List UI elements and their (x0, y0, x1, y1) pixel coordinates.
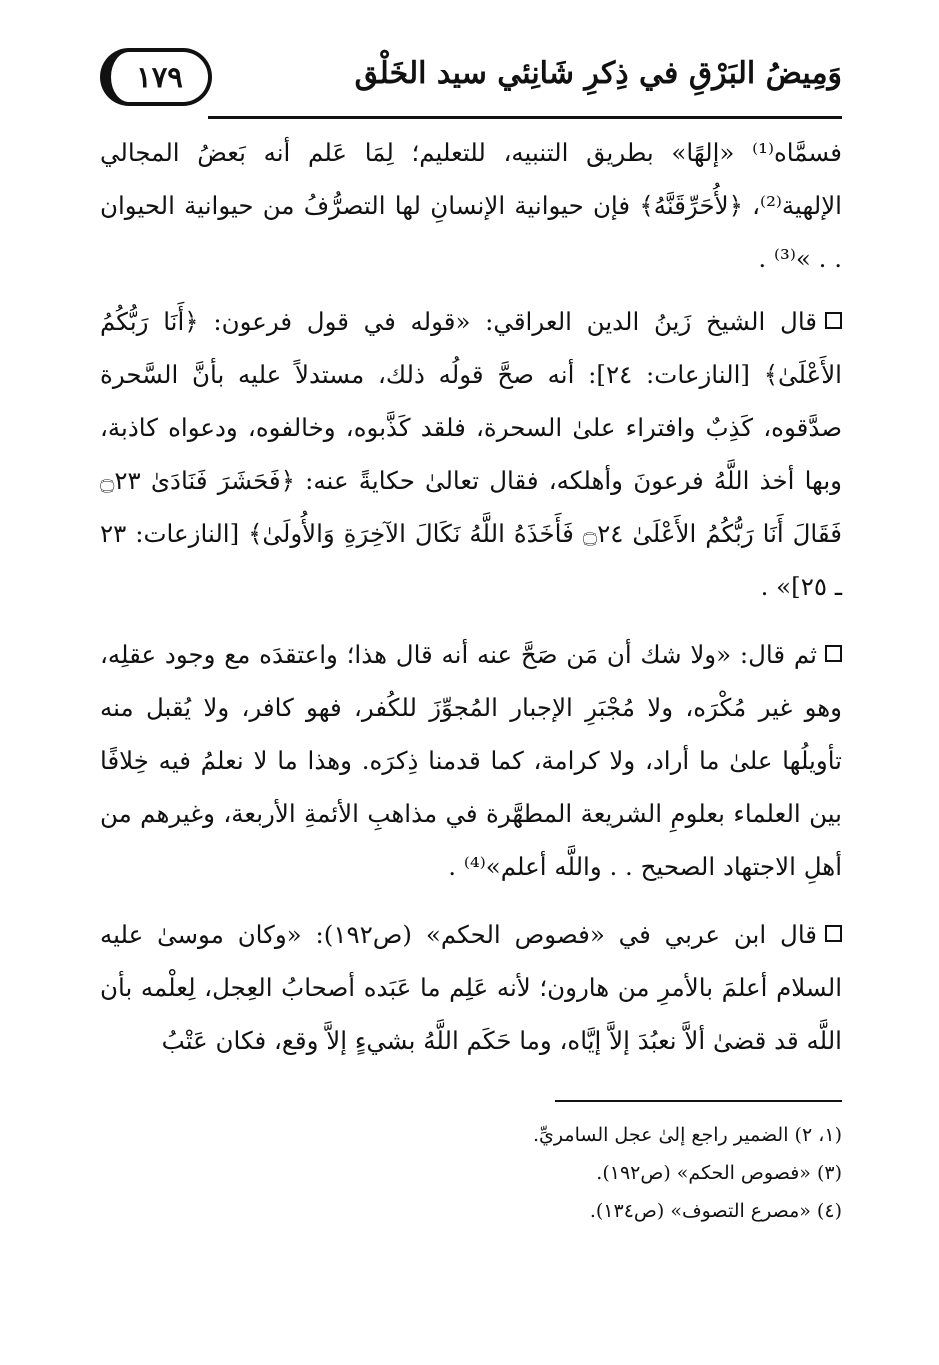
footnote: (١، ٢) الضمير راجع إلىٰ عجل السامريِّ. (533, 1124, 842, 1146)
running-title: وَمِيضُ البَرْقِ في ذِكرِ شَانِئي سيد الخَلْق (354, 56, 842, 91)
paragraph-3 (100, 628, 842, 893)
paragraph-1 (100, 126, 842, 285)
paragraph-2 (100, 295, 842, 613)
section-marker-icon (825, 645, 842, 662)
paragraph-4 (100, 908, 842, 1067)
page-number-badge (100, 48, 212, 106)
page-header (100, 38, 842, 120)
paragraph-body: ثم قال: «ولا شك أن مَن صَحَّ عنه أنه قال هذا؛ واعتقدَه مع وجود عقلِه، وهو غير مُكْرَه، ولا مُجْبَرِ الإجبار المُجوِّزَ للكُفر، فهو كافر، ولا يُقبل منه تأويلُها علىٰ ما أراد، ولا كرامة، كما قدمنا ذِكرَه. وهذا ما لا نعلمُ فيه خِلافًا بين العلماء بعلومِ الشريعة المطهَّرة في مذاهبِ الأئمةِ الأربعة، وغيرهم من أهلِ الاجتهاد الصحيح . . واللَّه أعلم»⁽⁴⁾ . (100, 640, 842, 881)
page-number: ١٧٩ (136, 60, 183, 94)
section-marker-icon (825, 312, 842, 329)
paragraph-body: قال الشيخ زَينُ الدين العراقي: «قوله في قول فرعون: ﴿أَنَا رَبُّكُمُ الأَعْلَىٰ﴾ [النازعات: ٢٤]: أنه صحَّ قولُه ذلك، مستدلاً عليه بأنَّ السَّحرة صدَّقوه، كَذِبٌ وافتراء علىٰ السحرة، فلقد كَذَّبوه، وخالفوه، ودعواه كاذبة، وبها أخذ اللَّهُ فرعونَ وأهلكه، فقال تعالىٰ حكايةً عنه: ﴿فَحَشَرَ فَنَادَىٰ ۝٢٣ فَقَالَ أَنَا رَبُّكُمُ الأَعْلَىٰ ۝٢٤ فَأَخَذَهُ اللَّهُ نَكَالَ الآخِرَةِ وَالأُولَىٰ﴾ [النازعات: ٢٣ ـ ٢٥]» . (100, 307, 842, 601)
paragraph-text: فسمَّاه⁽¹⁾ «إلهًا» بطريق التنبيه، للتعليم؛ لِمَا عَلم أنه بَعضُ المجالي الإلهية⁽²⁾، ﴿لأُحَرِّقَنَّهُ﴾ فإن حيوانية الإنسانِ لها التصرُّفُ من حيوانية الحيوان . . »⁽³⁾ . (100, 138, 842, 273)
paragraph-text (100, 908, 842, 1067)
section-marker-icon (825, 925, 842, 942)
paragraph-text (100, 628, 842, 893)
footnote: (٣) «فصوص الحكم» (ص١٩٢). (596, 1162, 842, 1184)
footnote-divider (555, 1100, 842, 1102)
paragraph-text (100, 295, 842, 613)
header-divider (208, 116, 842, 119)
footnote: (٤) «مصرع التصوف» (ص١٣٤). (589, 1200, 842, 1222)
footnotes (322, 1116, 842, 1230)
paragraph-body: قال ابن عربي في «فصوص الحكم» (ص١٩٢): «وكان موسىٰ عليه السلام أعلمَ بالأمرِ من هارون؛ لأنه عَلِم ما عَبَده أصحابُ العِجل، لِعلْمه بأن اللَّه قد قضىٰ ألاَّ نعبُدَ إلاَّ إيَّاه، وما حَكَم اللَّهُ بشيءٍ إلاَّ وقع، فكان عَتْبُ (100, 920, 842, 1055)
